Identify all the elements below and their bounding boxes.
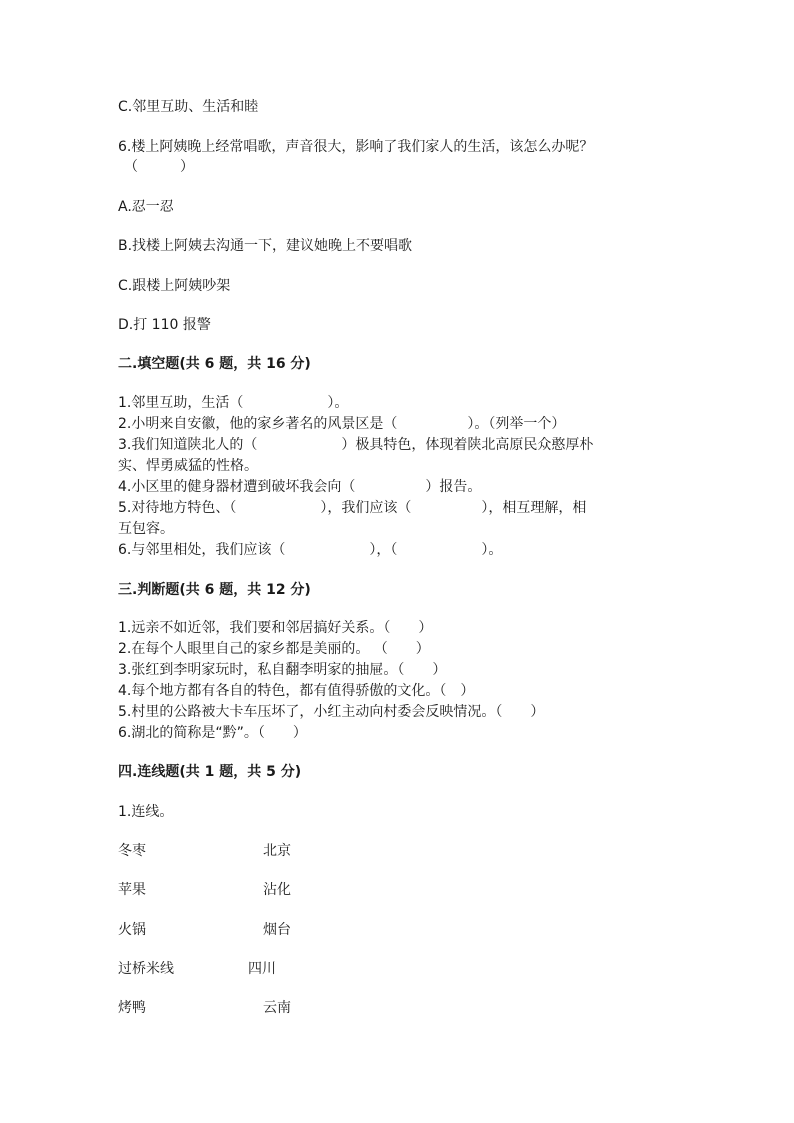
judge-line-5: 5.村里的公路被大卡车压坏了，小红主动向村委会反映情况。（ ） <box>118 704 545 720</box>
q6-option-a: A.忍一忍 <box>118 199 174 215</box>
q6-option-d: D.打 110 报警 <box>118 317 211 333</box>
fill-line-1: 1.邻里互助，生活（ ）。 <box>118 395 349 411</box>
judge-line-4: 4.每个地方都有各自的特色，都有值得骄傲的文化。（ ） <box>118 683 475 699</box>
fill-line-3-cont: 实、悍勇威猛的性格。 <box>118 458 258 474</box>
match-left-item: 烤鸭 <box>118 1000 146 1016</box>
q6-option-b: B.找楼上阿姨去沟通一下，建议她晚上不要唱歌 <box>118 238 413 254</box>
matching-instruction: 1.连线。 <box>118 804 174 820</box>
section3-heading: 三.判断题(共 6 题，共 12 分) <box>118 582 311 598</box>
section4-heading: 四.连线题(共 1 题，共 5 分) <box>118 764 302 780</box>
match-right-item: 沾化 <box>263 882 291 898</box>
match-left-item: 苹果 <box>118 882 146 898</box>
fill-line-2: 2.小明来自安徽，他的家乡著名的风景区是（ ）。（列举一个） <box>118 416 566 432</box>
fill-line-6: 6.与邻里相处，我们应该（ ），（ ）。 <box>118 542 503 558</box>
match-left-item: 过桥米线 <box>118 961 174 977</box>
match-left-item: 冬枣 <box>118 843 146 859</box>
fill-line-5-cont: 互包容。 <box>118 521 174 537</box>
match-right-item: 北京 <box>263 843 291 859</box>
judge-line-1: 1.远亲不如近邻，我们要和邻居搞好关系。（ ） <box>118 620 433 636</box>
match-left-item: 火锅 <box>118 922 146 938</box>
match-right-item: 烟台 <box>263 922 291 938</box>
match-right-item: 云南 <box>263 1000 291 1016</box>
q5-option-c: C.邻里互助、生活和睦 <box>118 99 259 115</box>
match-right-item: 四川 <box>248 961 276 977</box>
q6-option-c: C.跟楼上阿姨吵架 <box>118 278 231 294</box>
q6-question: 6.楼上阿姨晚上经常唱歌，声音很大，影响了我们家人的生活，该怎么办呢？ <box>118 139 594 155</box>
judge-line-3: 3.张红到李明家玩时，私自翻李明家的抽屉。（ ） <box>118 662 447 678</box>
q6-answer-blank: （ ） <box>124 159 194 175</box>
judge-line-2: 2.在每个人眼里自己的家乡都是美丽的。 （ ） <box>118 641 430 657</box>
fill-line-3: 3.我们知道陕北人的（ ）极具特色，体现着陕北高原民众憨厚朴 <box>118 437 594 453</box>
judge-line-6: 6.湖北的简称是“黔”。（ ） <box>118 725 307 741</box>
fill-line-5: 5.对待地方特色、（ ），我们应该（ ），相互理解，相 <box>118 500 587 516</box>
fill-line-4: 4.小区里的健身器材遭到破坏我会向（ ）报告。 <box>118 479 482 495</box>
section2-heading: 二.填空题(共 6 题，共 16 分) <box>118 356 311 372</box>
